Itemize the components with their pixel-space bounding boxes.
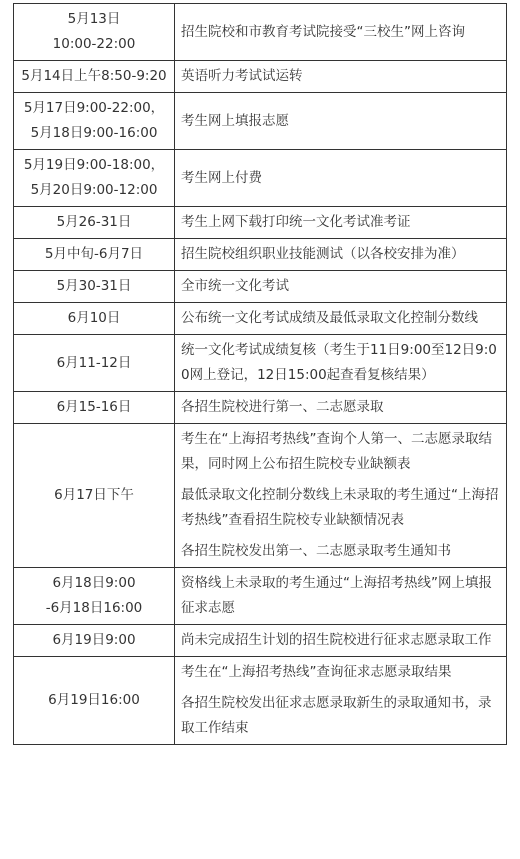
event-cell [175, 657, 507, 745]
time-text: 6月19日9:00 [52, 632, 136, 648]
schedule-row [14, 207, 507, 239]
time-cell [14, 392, 175, 424]
time-text: 5月14日上午8:50-9:20 [21, 68, 167, 84]
time-text: 5月13日 [67, 11, 121, 27]
event-text: 各招生院校发出第一、二志愿录取考生通知书 [181, 543, 451, 559]
event-text: 考生在“上海招考热线”查询个人第一、二志愿录取结果，同时网上公布招生院校专业缺额表 [181, 431, 492, 472]
schedule-row [14, 239, 507, 271]
time-text: 6月18日9:00 [52, 575, 136, 591]
event-cell [175, 424, 507, 568]
event-text: 考生上网下载打印统一文化考试准考证 [181, 214, 411, 230]
time-cell [14, 303, 175, 335]
schedule-row [14, 93, 507, 150]
event-cell [175, 392, 507, 424]
time-text: 6月11-12日 [56, 354, 132, 371]
time-text: 6月17日下午 [54, 487, 134, 503]
schedule-row [14, 271, 507, 303]
time-cell [14, 4, 175, 61]
schedule-row [14, 424, 507, 568]
time-text: 10:00-22:00 [52, 36, 136, 52]
schedule-row [14, 4, 507, 61]
event-text: 各招生院校发出征求志愿录取新生的录取通知书，录取工作结束 [181, 695, 492, 736]
event-cell [175, 207, 507, 239]
schedule-table [13, 3, 507, 745]
time-text: 5月20日9:00-12:00 [30, 182, 158, 198]
time-text: 5月中旬-6月7日 [44, 246, 144, 262]
schedule-row [14, 568, 507, 625]
time-text: 6月19日16:00 [48, 692, 140, 708]
schedule-row [14, 335, 507, 392]
event-text: 最低录取文化控制分数线上未录取的考生通过“上海招考热线”查看招生院校专业缺额情况表 [181, 487, 499, 528]
time-text: 5月17日9:00-22:00， [23, 100, 165, 116]
event-cell [175, 568, 507, 625]
event-cell [175, 150, 507, 207]
time-text: 6月10日 [67, 310, 121, 326]
schedule-row [14, 303, 507, 335]
event-text: 考生网上填报志愿 [181, 112, 289, 129]
event-text: 考生在“上海招考热线”查询征求志愿录取结果 [181, 664, 452, 680]
event-text: 招生院校组织职业技能测试（以各校安排为准） [181, 246, 465, 262]
schedule-row [14, 150, 507, 207]
time-text: 5月18日9:00-16:00 [30, 125, 158, 141]
time-text: 5月30-31日 [56, 278, 132, 294]
schedule-body [14, 4, 507, 745]
time-cell [14, 239, 175, 271]
schedule-row [14, 392, 507, 424]
event-text: 统一文化考试成绩复核（考生于11日9:00至12日9:00网上登记，12日15:00起查看复核结果） [181, 342, 497, 383]
event-text: 招生院校和市教育考试院接受“三校生”网上咨询 [181, 23, 465, 40]
time-cell [14, 568, 175, 625]
event-text: 英语听力考试试运转 [181, 68, 303, 84]
time-text: 6月15-16日 [56, 399, 132, 415]
time-cell [14, 207, 175, 239]
time-cell [14, 150, 175, 207]
event-cell [175, 239, 507, 271]
time-cell [14, 61, 175, 93]
schedule-row [14, 61, 507, 93]
event-cell [175, 271, 507, 303]
time-cell [14, 93, 175, 150]
event-cell [175, 93, 507, 150]
time-cell [14, 657, 175, 745]
event-cell [175, 61, 507, 93]
event-text: 公布统一文化考试成绩及最低录取文化控制分数线 [181, 310, 478, 326]
schedule-row [14, 625, 507, 657]
event-cell [175, 625, 507, 657]
time-text: 5月19日9:00-18:00， [23, 157, 165, 173]
time-text: -6月18日16:00 [45, 600, 143, 616]
schedule-row [14, 657, 507, 745]
time-text: 5月26-31日 [56, 214, 132, 230]
event-text: 尚未完成招生计划的招生院校进行征求志愿录取工作 [181, 632, 492, 648]
time-cell [14, 335, 175, 392]
event-cell [175, 303, 507, 335]
event-text: 各招生院校进行第一、二志愿录取 [181, 399, 384, 415]
time-cell [14, 271, 175, 303]
event-text: 考生网上付费 [181, 169, 262, 186]
event-text: 资格线上未录取的考生通过“上海招考热线”网上填报征求志愿 [181, 575, 492, 616]
event-cell [175, 335, 507, 392]
time-cell [14, 424, 175, 568]
event-cell [175, 4, 507, 61]
time-cell [14, 625, 175, 657]
event-text: 全市统一文化考试 [181, 278, 289, 294]
